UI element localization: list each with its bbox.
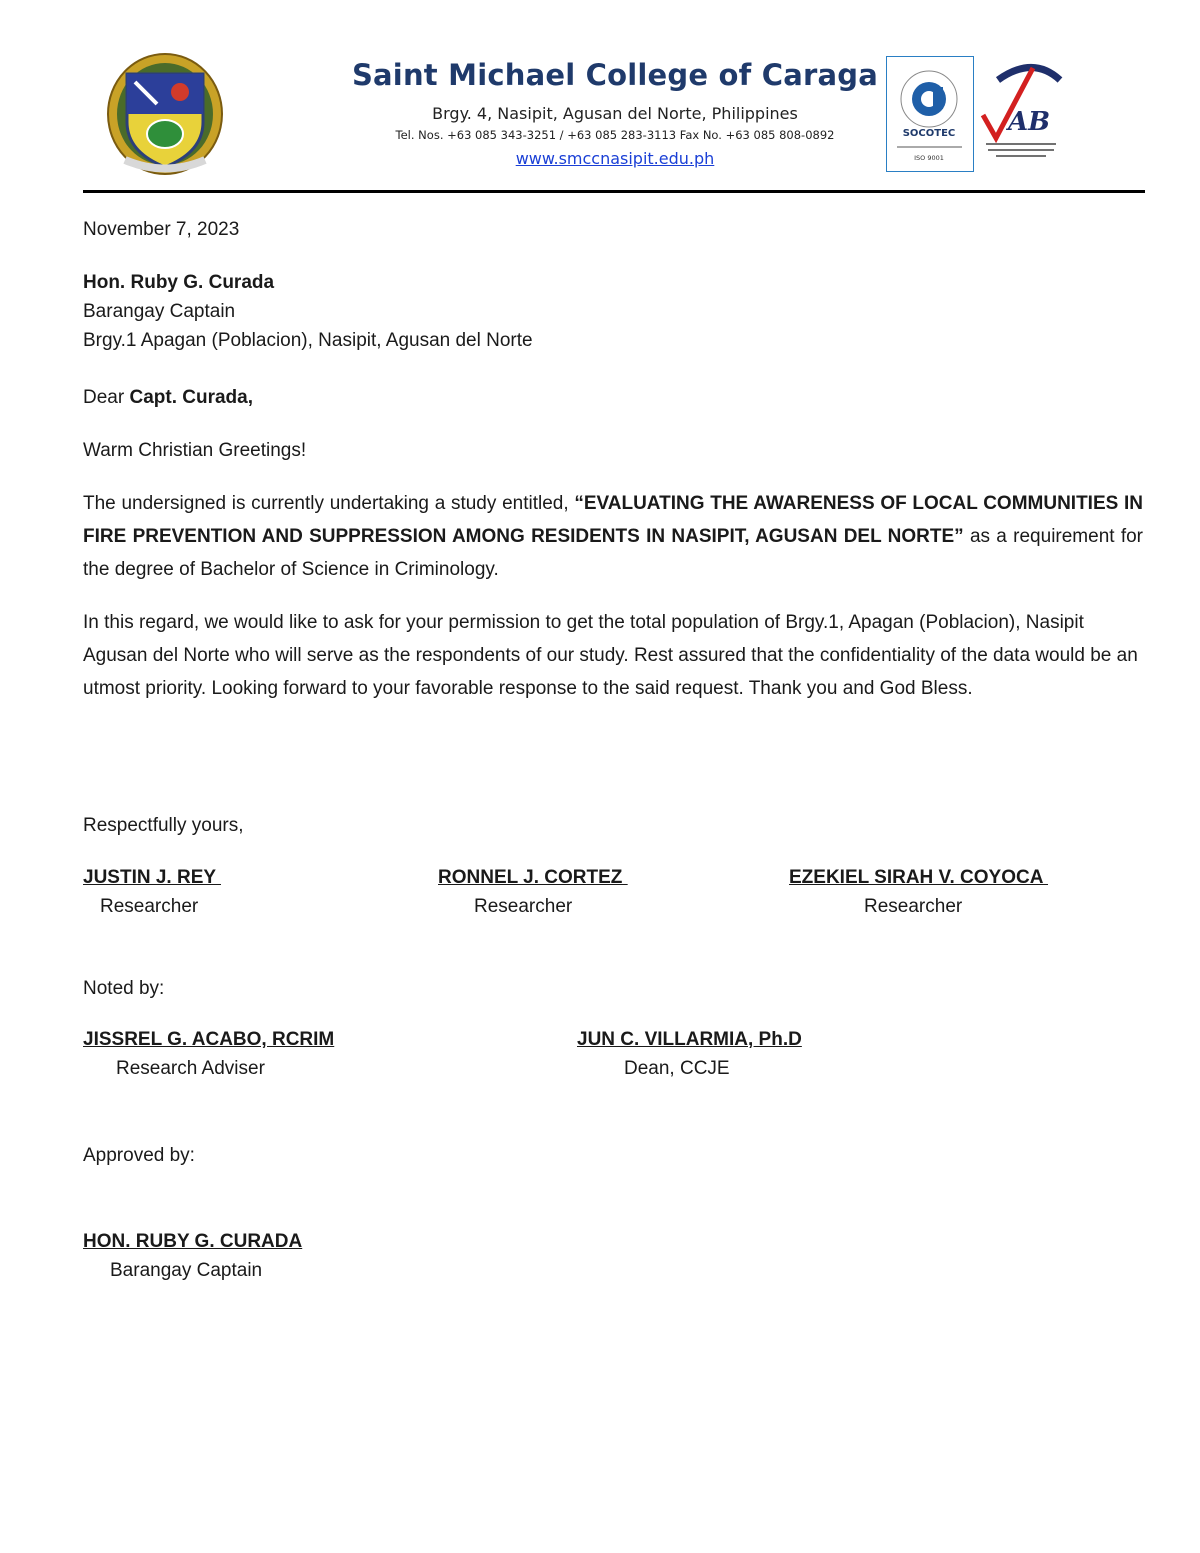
salutation (83, 387, 253, 409)
recipient-name: Hon. Ruby G. Curada (83, 272, 275, 293)
researcher-2-name: RONNEL J. CORTEZ (438, 867, 628, 888)
pab-label: AB (1008, 107, 1051, 137)
noted-2-name: JUN C. VILLARMIA, Ph.D (577, 1029, 802, 1050)
researcher-1-role: Researcher (100, 896, 199, 917)
header-divider (83, 190, 1145, 193)
study-title: “EVALUATING THE AWARENESS OF LOCAL COMMUNITIES IN FIRE PREVENTION AND SUPPRESSION AMONG RESIDENTS IN NASIPIT, AGUSAN DEL NORTE” (83, 493, 1143, 547)
paragraph-request: In this regard, we would like to ask for your permission to get the total population of Brgy.1, Apagan (Poblacion), Nasipit Agusan del Norte who will serve as the respondents of our study. Rest assured that the confidentiality of the data would be an utmost priority. Looking forward to your favorable response to the said request. Thank you and God Bless. (83, 612, 1138, 699)
website-link[interactable]: www.smccnasipit.edu.ph (515, 149, 715, 168)
letter-date: November 7, 2023 (83, 219, 240, 240)
pab-accreditation-logo (978, 60, 1068, 168)
noted-2-role: Dean, CCJE (624, 1058, 730, 1079)
institution-name: Saint Michael College of Caraga (351, 58, 879, 92)
institution-website (300, 149, 930, 168)
approved-by-label: Approved by: (83, 1145, 195, 1166)
socotec-label: SOCOTEC (902, 128, 956, 139)
college-seal-logo (105, 52, 225, 177)
researcher-3-role: Researcher (864, 896, 963, 917)
salutation-name: Capt. Curada, (129, 387, 253, 408)
institution-telephone: Tel. Nos. +63 085 343-3251 / +63 085 283-3113 Fax No. +63 085 808-0892 (395, 128, 835, 142)
greeting: Warm Christian Greetings! (83, 440, 307, 461)
closing: Respectfully yours, (83, 815, 244, 836)
socotec-sublabel: ISO 9001 (914, 154, 944, 162)
paragraph-study-outro: as a requirement for the degree of Bachelor of Science in Criminology. (83, 526, 1144, 580)
noted-1-role: Research Adviser (116, 1058, 265, 1079)
noted-by-label: Noted by: (83, 978, 165, 999)
paragraph-study (83, 487, 1143, 586)
approver-role: Barangay Captain (110, 1260, 263, 1281)
recipient-address: Brgy.1 Apagan (Poblacion), Nasipit, Agusan del Norte (83, 330, 533, 351)
researcher-1-name: JUSTIN J. REY (83, 867, 221, 888)
socotec-certification-badge (886, 56, 974, 172)
researcher-3-name: EZEKIEL SIRAH V. COYOCA (789, 867, 1049, 888)
approver-name: HON. RUBY G. CURADA (83, 1231, 303, 1252)
institution-address: Brgy. 4, Nasipit, Agusan del Norte, Philippines (432, 104, 798, 123)
recipient-title: Barangay Captain (83, 301, 236, 322)
salutation-prefix: Dear (83, 387, 125, 408)
paragraph-study-intro: The undersigned is currently undertaking a study entitled, (83, 493, 569, 514)
noted-1-name: JISSREL G. ACABO, RCRIM (83, 1029, 335, 1050)
researcher-2-role: Researcher (474, 896, 573, 917)
